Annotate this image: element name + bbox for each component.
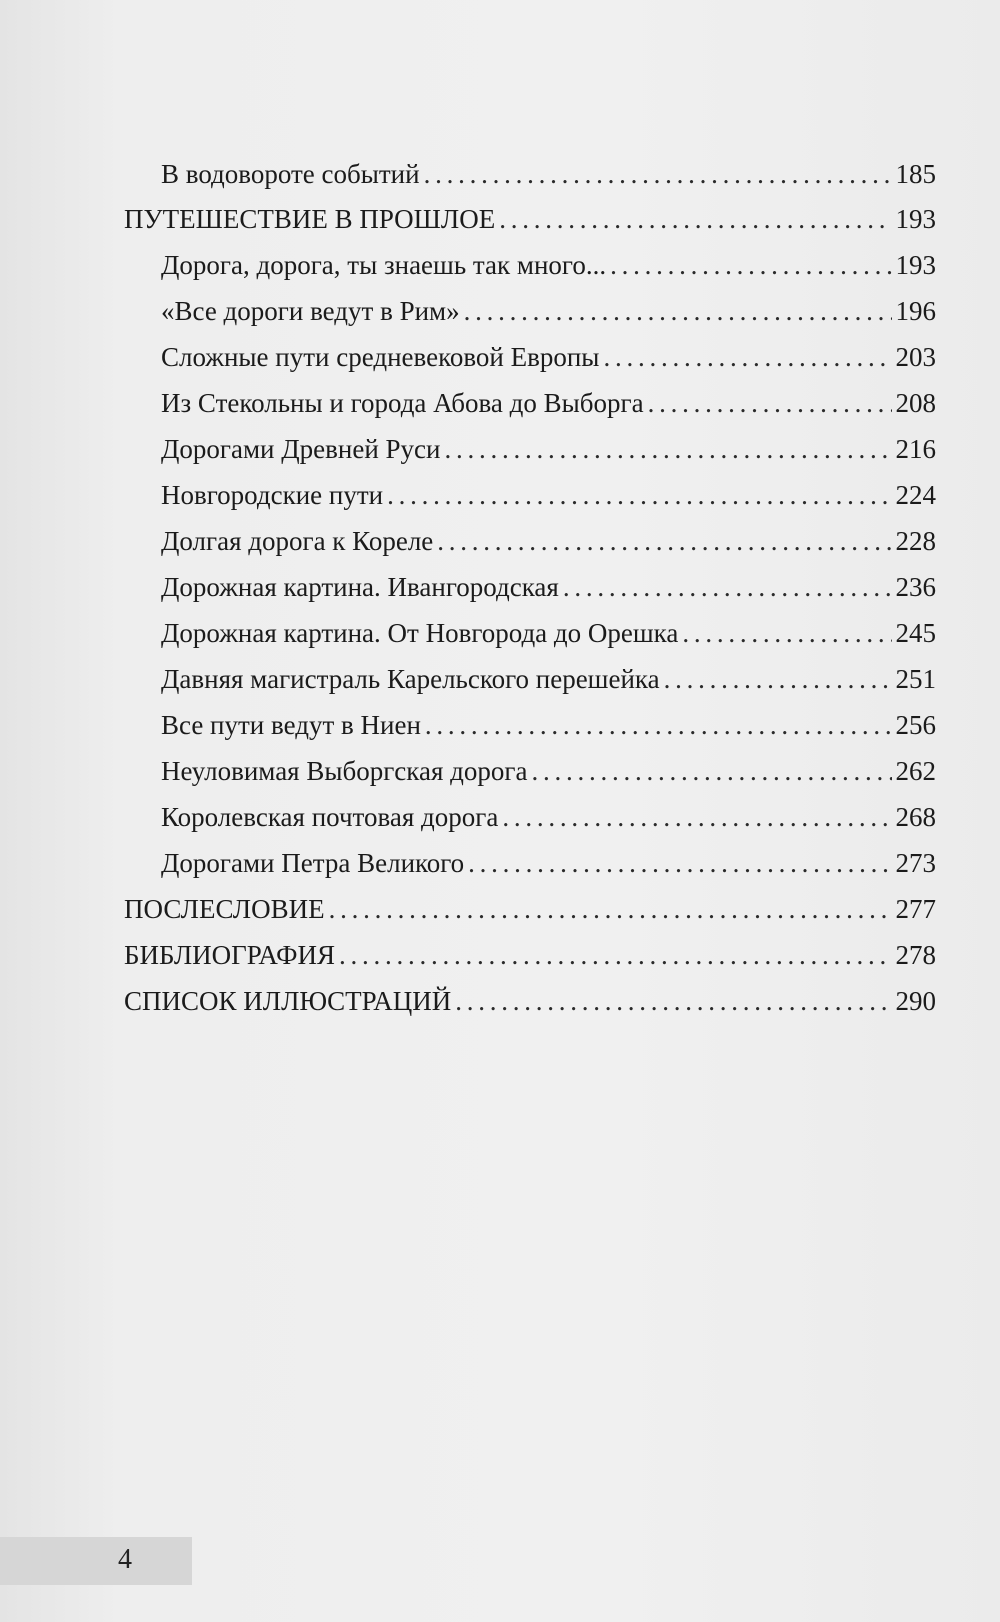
toc-entry-title: Все пути ведут в Ниен — [161, 710, 421, 740]
toc-entry-page: 278 — [895, 940, 936, 970]
folio-background — [0, 1537, 192, 1585]
dot-leader — [499, 199, 891, 239]
dot-leader — [339, 935, 892, 975]
toc-entry — [161, 154, 936, 194]
toc-entry-title: Дорожная картина. От Новгорода до Орешка — [161, 618, 679, 648]
dot-leader — [468, 843, 891, 883]
toc-entry — [161, 475, 936, 515]
dot-leader — [563, 567, 892, 607]
toc-entry-title: Дорогами Древней Руси — [161, 434, 441, 464]
toc-entry — [124, 935, 936, 975]
dot-leader — [437, 521, 891, 561]
toc-entry — [124, 981, 936, 1021]
toc-entry-title: Новгородские пути — [161, 480, 384, 510]
toc-entry — [161, 429, 936, 469]
toc-entry-page: 208 — [895, 388, 936, 418]
toc-entry-title: Дорога, дорога, ты знаешь так много... — [161, 250, 607, 280]
dot-leader — [664, 659, 892, 699]
toc-entry-page: 236 — [895, 572, 936, 602]
dot-leader — [424, 154, 892, 194]
toc-entry-title: СПИСОК ИЛЛЮСТРАЦИЙ — [124, 986, 452, 1016]
toc-entry-page: 256 — [895, 710, 936, 740]
dot-leader — [531, 751, 891, 791]
toc-entry — [161, 843, 936, 883]
toc-entry-page: 277 — [895, 894, 936, 924]
toc-entry — [161, 567, 936, 607]
toc-entry-title: Давняя магистраль Карельского перешейка — [161, 664, 660, 694]
toc-entry-title: В водовороте событий — [161, 159, 420, 189]
dot-leader — [329, 889, 892, 929]
toc-entry — [124, 889, 936, 929]
dot-leader — [502, 797, 891, 837]
toc-entry-page: 203 — [895, 342, 936, 372]
toc-entry-title: Из Стекольны и города Абова до Выборга — [161, 388, 644, 418]
dot-leader — [445, 429, 892, 469]
toc-entry-page: 262 — [895, 756, 936, 786]
toc-entry — [161, 659, 936, 699]
toc-entry — [161, 291, 936, 331]
dot-leader — [682, 613, 891, 653]
dot-leader — [610, 245, 891, 285]
toc-entry-title: Долгая дорога к Кореле — [161, 526, 434, 556]
dot-leader — [387, 475, 891, 515]
dot-leader — [603, 337, 891, 377]
toc-entry — [161, 705, 936, 745]
toc-entry — [161, 521, 936, 561]
toc-entry — [161, 383, 936, 423]
toc-entry — [124, 199, 936, 239]
toc-entry-page: 216 — [895, 434, 936, 464]
dot-leader — [425, 705, 892, 745]
toc-entry-title: «Все дороги ведут в Рим» — [161, 296, 460, 326]
toc-entry-title: Сложные пути средневековой Европы — [161, 342, 600, 372]
toc-entry-title: ПУТЕШЕСТВИЕ В ПРОШЛОЕ — [124, 204, 496, 234]
toc-entry-page: 273 — [895, 848, 936, 878]
toc-entry — [161, 613, 936, 653]
toc-entry-page: 193 — [895, 250, 936, 280]
toc-entry-page: 224 — [895, 480, 936, 510]
toc-entry — [161, 751, 936, 791]
toc-entry-title: Королевская почтовая дорога — [161, 802, 499, 832]
dot-leader — [464, 291, 892, 331]
dot-leader — [648, 383, 892, 423]
dot-leader — [455, 981, 891, 1021]
toc-entry-page: 245 — [895, 618, 936, 648]
toc-entry-title: ПОСЛЕСЛОВИЕ — [124, 894, 325, 924]
toc-entry-title: Дорожная картина. Ивангородская — [161, 572, 559, 602]
toc-entry-title: БИБЛИОГРАФИЯ — [124, 940, 335, 970]
toc-entry-title: Дорогами Петра Великого — [161, 848, 465, 878]
toc-entry-page: 185 — [895, 159, 936, 189]
toc-entry-page: 251 — [895, 664, 936, 694]
toc-entry-page: 290 — [895, 986, 936, 1016]
toc-entry-page: 193 — [895, 204, 936, 234]
toc-entry — [161, 337, 936, 377]
page-number: 4 — [118, 1544, 132, 1575]
toc-entry — [161, 245, 936, 285]
toc-entry-page: 196 — [895, 296, 936, 326]
toc-entry-page: 268 — [895, 802, 936, 832]
toc-entry-page: 228 — [895, 526, 936, 556]
toc-entry — [161, 797, 936, 837]
toc-entry-title: Неуловимая Выборгская дорога — [161, 756, 528, 786]
